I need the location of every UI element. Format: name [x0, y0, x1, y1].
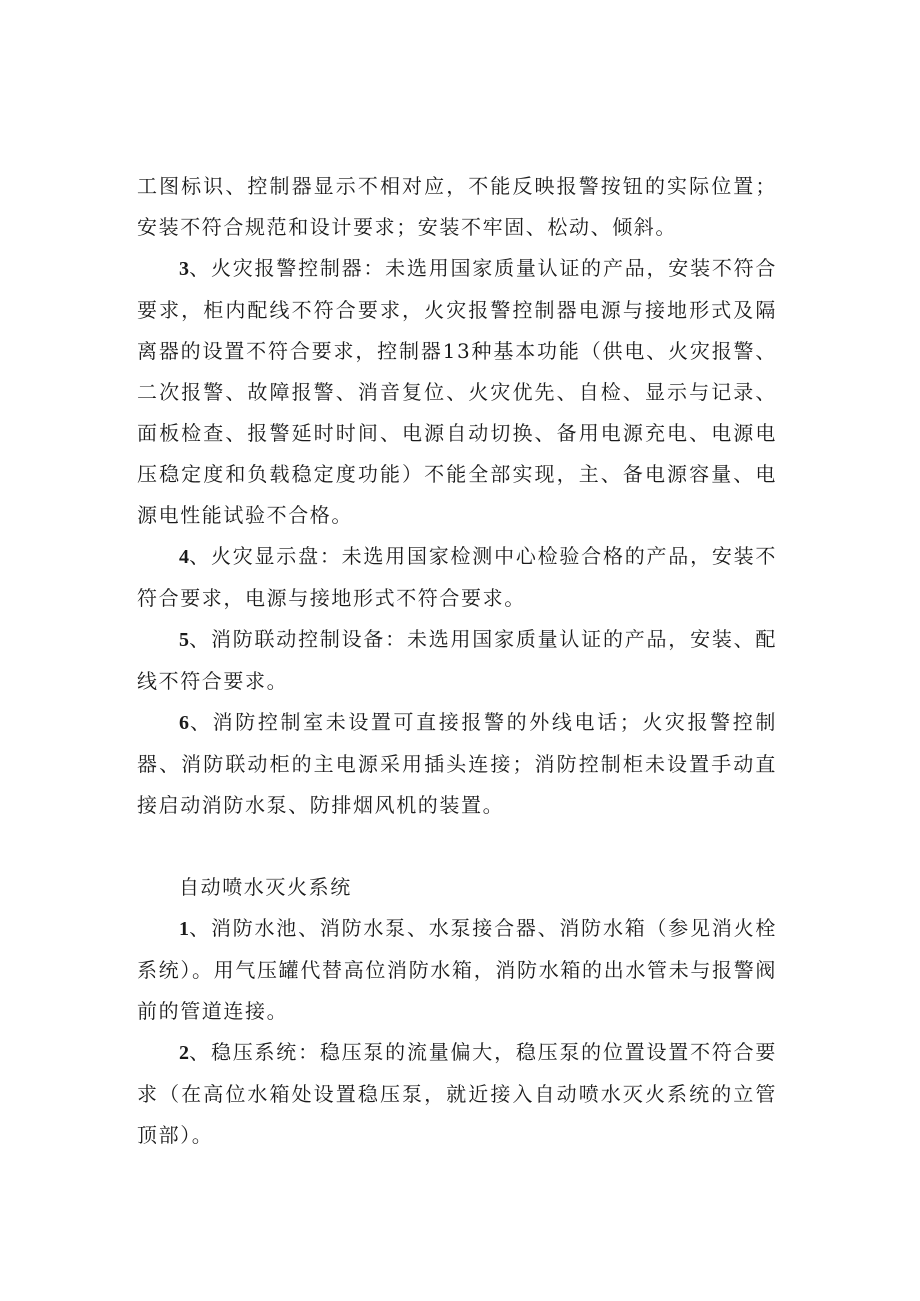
document-body [137, 166, 777, 1156]
paragraph-text: 、火灾显示盘：未选用国家检测中心检验合格的产品，安装不符合要求，电源与接地形式不符合要求。 [137, 544, 777, 610]
paragraph-item-4 [137, 536, 777, 619]
item-number: 4 [179, 546, 189, 568]
section-paragraph-item-2 [137, 1032, 777, 1156]
item-number: 1 [179, 918, 189, 940]
paragraph-text: 、消防水池、消防水泵、水泵接合器、消防水箱（参见消火栓系统）。用气压罐代替高位消防水箱，消防水箱的出水管未与报警阀前的管道连接。 [137, 916, 777, 1023]
paragraph-text: 、消防联动控制设备：未选用国家质量认证的产品，安装、配线不符合要求。 [137, 627, 777, 693]
item-number: 2 [179, 1042, 189, 1064]
paragraph-item-3 [137, 248, 777, 536]
paragraph-continuation [137, 166, 777, 248]
section-paragraph-item-1 [137, 908, 777, 1032]
section-heading [137, 867, 777, 908]
section-heading-text: 自动喷水灭火系统 [179, 875, 352, 899]
paragraph-text: 、稳压系统：稳压泵的流量偏大，稳压泵的位置设置不符合要求（在高位水箱处设置稳压泵，就近接入自动喷水灭火系统的立管顶部）。 [137, 1040, 777, 1147]
paragraph-text: 工图标识、控制器显示不相对应，不能反映报警按钮的实际位置；安装不符合规范和设计要求；安装不牢固、松动、倾斜。 [137, 174, 777, 239]
item-number: 6 [179, 712, 189, 734]
paragraph-text: 、火灾报警控制器：未选用国家质量认证的产品，安装不符合要求，柜内配线不符合要求，火灾报警控制器电源与接地形式及隔离器的设置不符合要求，控制器13种基本功能（供电、火灾报警、二次报警、故障报警、消音复位、火灾优先、自检、显示与记录、面板检查、报警延时时间、电源自动切换、备用电源充电、电源电压稳定度和负载稳定度功能）不能全部实现，主、备电源容量、电源电性能试验不合格。 [137, 256, 777, 527]
paragraph-item-5 [137, 619, 777, 702]
item-number: 3 [179, 258, 189, 280]
paragraph-item-6 [137, 702, 777, 826]
paragraph-text: 、消防控制室未设置可直接报警的外线电话；火灾报警控制器、消防联动柜的主电源采用插头连接；消防控制柜未设置手动直接启动消防水泵、防排烟风机的装置。 [137, 710, 777, 817]
item-number: 5 [179, 629, 189, 651]
